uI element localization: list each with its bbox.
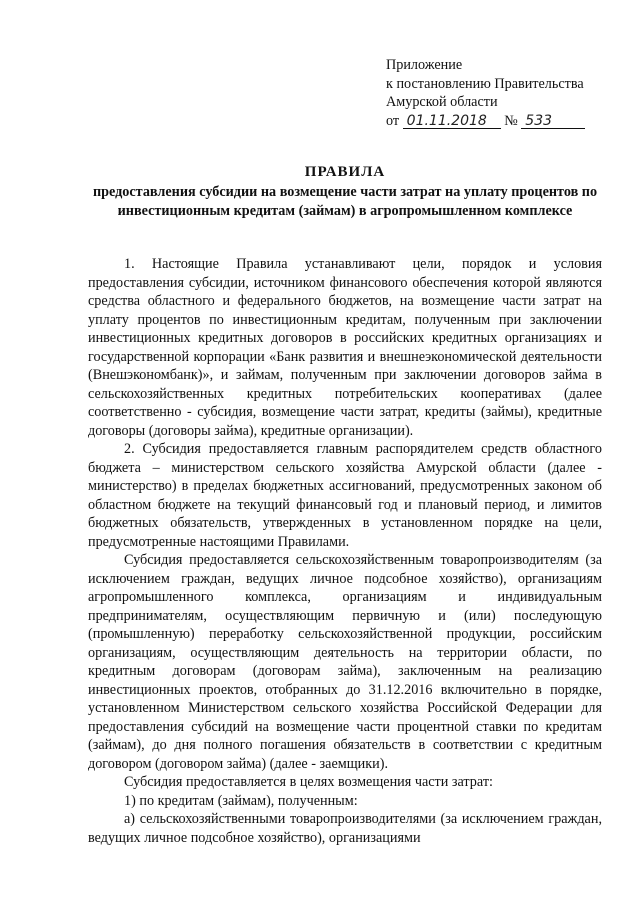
- document-body: [88, 255, 602, 847]
- date-prefix: от: [386, 112, 400, 129]
- paragraph-5: 1) по кредитам (займам), полученным:: [124, 792, 358, 809]
- paragraph-6: а) сельскохозяйственными товаропроизводителями (за исключением граждан, ведущих личное подсобное хозяйство), организациями: [88, 811, 602, 846]
- document-title-block: [90, 162, 600, 220]
- document-title: ПРАВИЛА: [304, 164, 386, 180]
- appendix-date-line: [386, 112, 585, 131]
- handwritten-number: 533: [521, 114, 585, 129]
- paragraph-3: Субсидия предоставляется сельскохозяйственным товаропроизводителям (за исключением граждан, ведущих личное подсобное хозяйство), организациям агропромышленного комплекса, организациям и индивидуальным предпринимателям, осуществляющим первичную и (или) последующую (промышленную) переработку сельскохозяйственной продукции, российским организациям, осуществляющим деятельность на территории области, по кредитным договорам (договорам займа), заключенным на реализацию инвестиционных проектов, отобранных до 31.12.2016 включительно в порядке, установленном Министерством сельского хозяйства Российской Федерации для предоставления субсидий на возмещение части процентной ставки по кредитам (займам), до дня полного погашения обязательств в соответствии с кредитным договором (договором займа) (далее - заемщики).: [88, 552, 602, 772]
- paragraph-2: 2. Субсидия предоставляется главным распорядителем средств областного бюджета – министерством сельского хозяйства Амурской области (далее - министерство) в пределах бюджетных ассигнований, предусмотренных законом об областном бюджете на текущий финансовый год и плановый период, и лимитов бюджетных обязательств, утвержденных в установленном порядке на цели, предусмотренные настоящими Правилами.: [88, 441, 602, 550]
- paragraph-4: Субсидия предоставляется в целях возмещения части затрат:: [124, 774, 493, 790]
- handwritten-date: 01.11.2018: [403, 114, 501, 129]
- appendix-region: Амурской области: [386, 94, 498, 111]
- appendix-header: [386, 56, 585, 130]
- paragraph-1: 1. Настоящие Правила устанавливают цели, порядок и условия предоставления субсидии, источником финансового обеспечения которой являются средства областного и федерального бюджетов, на возмещение части затрат на уплату процентов по инвестиционным кредитам, полученным при заключении инвестиционных кредитных договоров в российских кредитных организациях и государственной корпорации «Банк развития и внешнеэкономической деятельности (Внешэкономбанк)», и займам, полученным при заключении договоров займа в сельскохозяйственных кредитных потребительских кооперативах (далее соответственно - субсидия, возмещение части затрат, кредиты (займы), кредитные договоры (договоры займа), кредитные организации).: [88, 256, 602, 439]
- appendix-resolution-ref: к постановлению Правительства: [386, 75, 584, 92]
- number-prefix: №: [504, 112, 518, 129]
- appendix-label: Приложение: [386, 57, 463, 73]
- document-subtitle: предоставления субсидии на возмещение части затрат на уплату процентов по инвестиционным кредитам (займам) в агропромышленном комплексе: [92, 184, 598, 219]
